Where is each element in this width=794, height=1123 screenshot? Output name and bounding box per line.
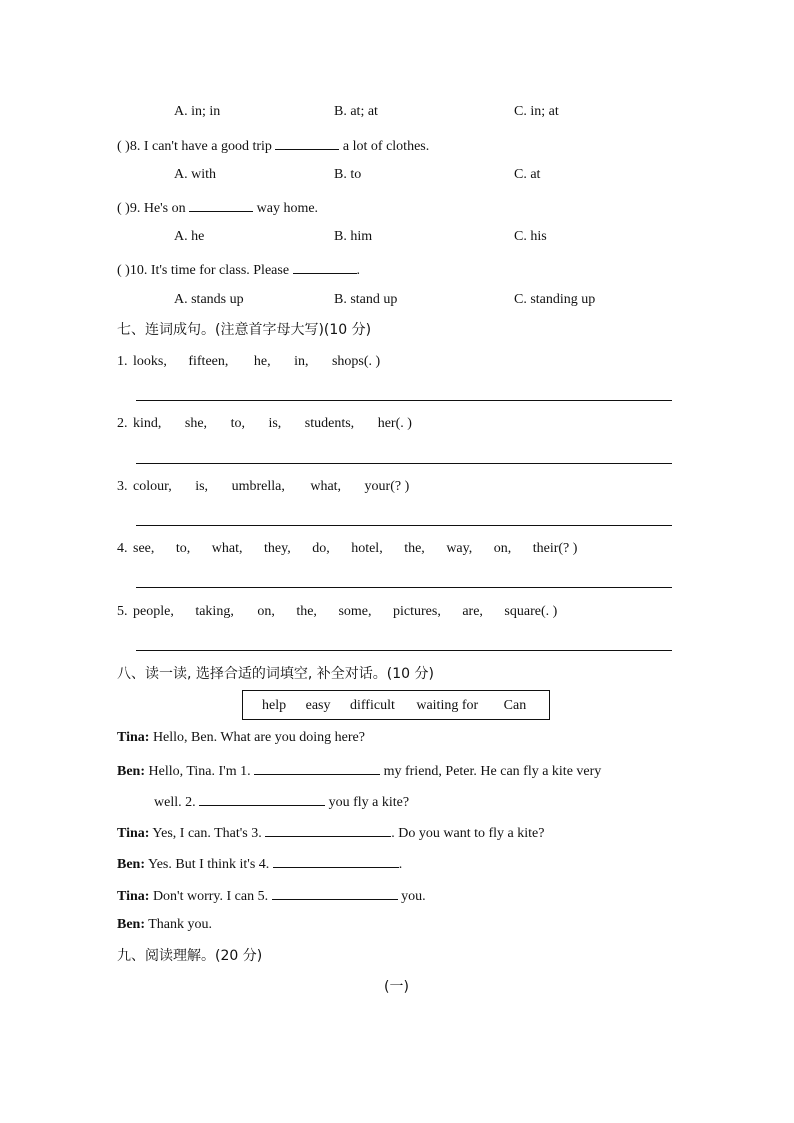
dialogue-text: my friend, Peter. He can fly a kite very [383, 764, 602, 779]
s7-item-number: 4. [117, 541, 128, 556]
word-chip: your(? ) [364, 479, 410, 494]
s7-item-number: 2. [117, 416, 128, 431]
s7-item-1 [117, 353, 380, 371]
speaker-label: Tina: [117, 826, 150, 841]
word-chip: the, [404, 541, 425, 556]
blank-1[interactable] [254, 760, 380, 775]
q8-pre: I can't have a good trip [143, 139, 272, 154]
s7-item-number: 1. [117, 354, 128, 369]
s7-item-5 [117, 603, 557, 621]
q8-option-a: A. with [174, 167, 216, 182]
word-chip: they, [264, 541, 291, 556]
word-chip: kind, [133, 416, 162, 431]
word-chip: to, [175, 541, 191, 556]
section-9-title: 九、阅读理解。(20 分) [117, 948, 263, 964]
word-chip: hotel, [351, 541, 383, 556]
blank-5[interactable] [272, 885, 398, 900]
q7-option-b: B. at; at [334, 104, 378, 119]
dialogue-text: Hello, Tina. I'm 1. [148, 764, 251, 779]
q8-stem [117, 135, 429, 156]
q9-post: way home. [256, 201, 319, 216]
blank-3[interactable] [265, 822, 391, 837]
word-chip: are, [462, 604, 483, 619]
speaker-label: Ben: [117, 857, 145, 872]
dialogue-line-6 [117, 885, 426, 906]
word-box-item: easy [305, 698, 331, 713]
s7-item-4 [117, 540, 577, 558]
q9-paren: ( )9. [117, 201, 141, 216]
answer-line-2[interactable] [136, 463, 672, 464]
q10-option-b: B. stand up [334, 292, 398, 307]
word-box-item: help [262, 698, 287, 713]
word-chip: what, [211, 541, 243, 556]
speaker-label: Ben: [117, 917, 145, 932]
q10-paren: ( )10. [117, 263, 148, 278]
q9-blank[interactable] [189, 197, 253, 212]
dialogue-line-2 [117, 760, 601, 781]
dialogue-line-3 [154, 791, 409, 812]
dialogue-text: Yes. But I think it's 4. [147, 857, 270, 872]
word-chip: shops(. ) [331, 354, 381, 369]
speaker-label: Ben: [117, 764, 145, 779]
dialogue-text: Don't worry. I can 5. [152, 889, 269, 904]
word-chip: some, [338, 604, 372, 619]
word-box-item: waiting for [416, 698, 479, 713]
q9-pre: He's on [143, 201, 186, 216]
word-chip: she, [184, 416, 208, 431]
word-chip: is, [268, 416, 282, 431]
q9-option-b: B. him [334, 229, 373, 244]
blank-2[interactable] [199, 791, 325, 806]
dialogue-text: . Do you want to fly a kite? [391, 826, 545, 841]
dialogue-text: you. [401, 889, 426, 904]
word-chip: see, [133, 541, 155, 556]
dialogue-text: Yes, I can. That's 3. [152, 826, 262, 841]
word-chip: fifteen, [188, 354, 229, 369]
q8-blank[interactable] [275, 135, 339, 150]
blank-4[interactable] [273, 853, 399, 868]
q7-option-c: C. in; at [514, 104, 559, 119]
q10-stem [117, 259, 360, 280]
q10-post: . [356, 263, 361, 278]
word-chip: way, [446, 541, 473, 556]
word-chip: pictures, [393, 604, 441, 619]
q10-option-a: A. stands up [174, 292, 244, 307]
q7-option-a: A. in; in [174, 104, 221, 119]
dialogue-text: well. 2. [154, 795, 196, 810]
speaker-label: Tina: [117, 889, 150, 904]
s7-item-2 [117, 415, 412, 433]
dialogue-line-7 [117, 916, 212, 934]
word-chip: on, [493, 541, 512, 556]
word-chip: colour, [133, 479, 172, 494]
speaker-label: Tina: [117, 730, 150, 745]
word-box-item: difficult [350, 698, 395, 713]
q10-pre: It's time for class. Please [150, 263, 290, 278]
word-chip: the, [296, 604, 317, 619]
word-box-items [262, 697, 526, 715]
dialogue-text: Hello, Ben. What are you doing here? [152, 730, 365, 745]
word-chip: he, [253, 354, 271, 369]
dialogue-text: . [398, 857, 403, 872]
passage-1-label: (一) [384, 979, 409, 995]
word-chip: umbrella, [231, 479, 285, 494]
word-chip: to, [230, 416, 245, 431]
section-7-title: 七、连词成句。(注意首字母大写)(10 分) [117, 322, 372, 338]
q9-stem [117, 197, 318, 218]
q8-option-c: C. at [514, 167, 541, 182]
word-chip: looks, [133, 354, 167, 369]
word-chip: on, [257, 604, 275, 619]
answer-line-4[interactable] [136, 587, 672, 588]
s7-item-number: 3. [117, 479, 128, 494]
dialogue-text: you fly a kite? [328, 795, 410, 810]
answer-line-1[interactable] [136, 400, 672, 401]
answer-line-5[interactable] [136, 650, 672, 651]
word-chip: square(. ) [504, 604, 558, 619]
section-8-title: 八、读一读, 选择合适的词填空, 补全对话。(10 分) [117, 666, 434, 682]
q8-option-b: B. to [334, 167, 362, 182]
word-chip: do, [312, 541, 330, 556]
q10-option-c: C. standing up [514, 292, 596, 307]
q10-blank[interactable] [293, 259, 357, 274]
dialogue-line-1 [117, 729, 365, 747]
answer-line-3[interactable] [136, 525, 672, 526]
dialogue-text: Thank you. [148, 917, 213, 932]
word-chip: people, [133, 604, 174, 619]
word-chip: her(. ) [377, 416, 412, 431]
word-chip: in, [294, 354, 309, 369]
dialogue-line-4 [117, 822, 544, 843]
word-box-item: Can [503, 698, 527, 713]
s7-item-number: 5. [117, 604, 128, 619]
s7-item-3 [117, 478, 409, 496]
q9-option-c: C. his [514, 229, 547, 244]
word-chip: their(? ) [532, 541, 578, 556]
word-chip: taking, [195, 604, 234, 619]
q9-option-a: A. he [174, 229, 205, 244]
word-chip: what, [310, 479, 342, 494]
q8-paren: ( )8. [117, 139, 141, 154]
q8-post: a lot of clothes. [342, 139, 430, 154]
dialogue-line-5 [117, 853, 402, 874]
word-chip: is, [195, 479, 209, 494]
word-chip: students, [304, 416, 355, 431]
